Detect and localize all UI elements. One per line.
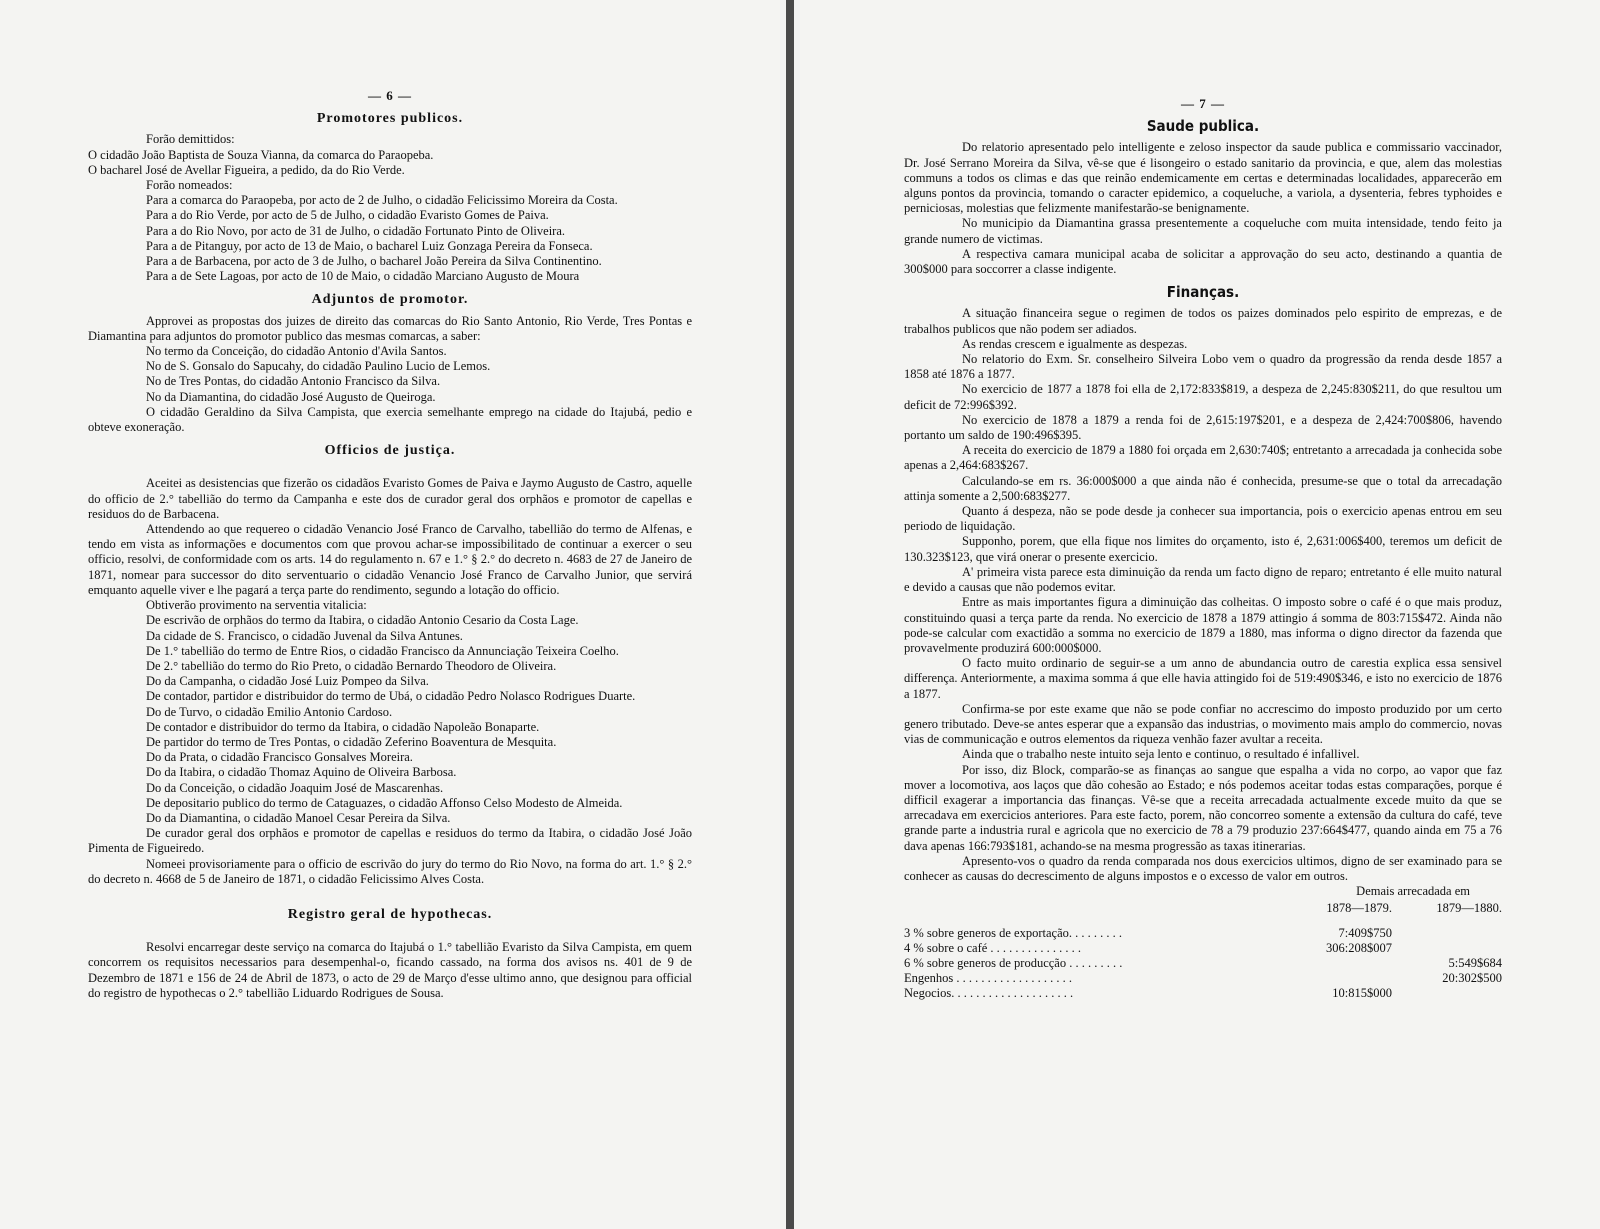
paragraph: No termo da Conceição, do cidadão Antonio d'Avila Santos. <box>146 344 447 359</box>
paragraph: De 1.° tabellião do termo de Entre Rios, o cidadão Francisco da Annunciação Teixeira Coelho. <box>146 643 619 658</box>
paragraph: Forão demittidos: <box>146 132 235 147</box>
paragraph: De 2.° tabellião do termo do Rio Preto, o cidadão Bernardo Theodoro de Oliveira. <box>146 658 557 673</box>
paragraph: No de S. Gonsalo do Sapucahy, do cidadão Paulino Lucio de Lemos. <box>146 359 491 374</box>
paragraph: Calculando-se em rs. 36:000$000 a que ainda não é conhecida, presume-se que o total da arrecadação attinja somente a 2,500:683$277. <box>904 473 1502 503</box>
paragraph: De curador geral dos orphãos e promotor de capellas e residuos do termo da Itabira, o cidadão José João Pimenta de Figueiredo. <box>88 826 692 856</box>
paragraph: Aceitei as desistencias que fizerão os cidadãos Evaristo Gomes de Paiva e Jaymo Augusto de Castro, aquelle do officio de 2.° tabellião do termo da Campanha e este dos de curador geral dos orphãos e promotor de capellas e residuos do de Barbacena. <box>88 476 692 521</box>
row-label: 3 % sobre generos de exportação. . . . . . . . . <box>904 926 1122 941</box>
paragraph: Do da Conceição, o cidadão Joaquim José de Mascarenhas. <box>146 780 444 795</box>
paragraph: Do da Itabira, o cidadão Thomaz Aquino de Oliveira Barbosa. <box>146 765 457 780</box>
paragraph: Approvei as propostas dos juizes de direito das comarcas do Rio Santo Antonio, Rio Verde, Tres Pontas e Diamantina para adjuntos do promotor publico das mesmas comarcas, a saber: <box>88 313 692 343</box>
paragraph: Da cidade de S. Francisco, o cidadão Juvenal da Silva Antunes. <box>146 628 463 643</box>
section-title-registro: Registro geral de hypothecas. <box>287 906 493 922</box>
table-row <box>904 956 1502 971</box>
paragraph: Apresento-vos o quadro da renda comparada nos dous exercicios ultimos, digno de ser examinado para se conhecer as causas do decrescimento de alguns impostos e o excesso de valor em outros. <box>904 853 1502 883</box>
paragraph: De partidor do termo de Tres Pontas, o cidadão Zeferino Boaventura de Mesquita. <box>146 734 557 749</box>
paragraph: Confirma-se por este exame que não se pode confiar no accrescimo do imposto produzido por um certo genero tributado. Deve-se antes esperar que a expansão das industrias, o movimento mais amplo do commercio, novas vias de communicação e outros elementos da riqueza venhão fazer avultar a receita. <box>904 701 1502 747</box>
paragraph: Para a de Pitanguy, por acto de 13 de Maio, o bacharel Luiz Gonzaga Pereira da Fonseca. <box>146 238 593 253</box>
paragraph: Por isso, diz Block, comparão-se as finanças ao sangue que espalha a vida no corpo, ao vapor que faz mover a locomotiva, aos laços que dão cohesão ao Estado; e nós podemos aceitar todas estas comparações, porque é difficil exagerar a importancia das finanças. Vê-se que a receita arrecadada actualmente excede muito da que se arrecadava em exercicios anteriores. Para este facto, porem, não concorreo somente a extensão da cultura do café, teve grande parte a industria rural e agricola que no exercicio de 78 a 79 produzio 237:664$477, quando ainda em 75 a 76 dava apenas 166:793$181, achando-se na mesma progressão as taxas itinerarias. <box>904 762 1502 853</box>
paragraph: Para a do Rio Novo, por acto de 31 de Julho, o cidadão Fortunato Pinto de Oliveira. <box>146 223 566 238</box>
row-value-1: 7:409$750 <box>1338 926 1392 941</box>
paragraph: Do da Diamantina, o cidadão Manoel Cesar Pereira da Silva. <box>146 810 451 825</box>
left-column <box>88 88 692 1001</box>
paragraph: O cidadão Geraldino da Silva Campista, que exercia semelhante emprego na cidade do Itajubá, pedio e obteve exoneração. <box>88 404 692 435</box>
row-label: Negocios. . . . . . . . . . . . . . . . . . . . <box>904 986 1074 1001</box>
right-column <box>904 96 1502 1001</box>
paragraph: As rendas crescem e igualmente as despezas. <box>962 336 1188 351</box>
row-label: Engenhos . . . . . . . . . . . . . . . . . . . <box>904 971 1073 986</box>
revenue-table <box>904 901 1502 1001</box>
paragraph: O cidadão João Baptista de Souza Vianna, da comarca do Paraopeba. <box>88 147 434 162</box>
paragraph: Ainda que o trabalho neste intuito seja lento e continuo, o resultado é infallivel. <box>962 747 1360 762</box>
paragraph: Entre as mais importantes figura a diminuição das colheitas. O imposto sobre o café é o que mais produz, constituindo quasi a terça parte da renda. No exercicio de 1878 a 1879 attingio á somma de 803:715$472. Ainda não pode-se calcular com exactidão a somma no exercicio de 1879 a 1880, mas informa o digno director da fazenda que provavelmente produzirá 600:000$000. <box>904 595 1502 655</box>
row-value-2 <box>1392 926 1502 941</box>
table-row <box>904 926 1502 941</box>
paragraph: De depositario publico do termo de Cataguazes, o cidadão Affonso Celso Modesto de Almeida. <box>146 795 623 810</box>
book-gutter <box>786 0 794 1229</box>
paragraph: No de Tres Pontas, do cidadão Antonio Francisco da Silva. <box>146 374 441 389</box>
paragraph: De escrivão de orphãos do termo da Itabira, o cidadão Antonio Cesario da Costa Lage. <box>146 613 579 628</box>
section-title-promotores: Promotores publicos. <box>316 111 464 127</box>
row-value-1: 306:208$007 <box>1326 941 1392 956</box>
row-value-1 <box>1282 971 1392 986</box>
paragraph: O bacharel José de Avellar Figueira, a pedido, da do Rio Verde. <box>88 162 405 177</box>
table-header: Demais arrecadada em <box>1356 884 1470 899</box>
paragraph: O facto muito ordinario de seguir-se a um anno de abundancia outro de carestia explica essa sensivel differença. Anteriormente, a maxima somma á que elle havia attingido foi de 519:490$346, e isto no exercicio de 1876 a 1877. <box>904 656 1502 701</box>
row-label: 6 % sobre generos de producção . . . . . . . . . <box>904 956 1123 971</box>
paragraph: De contador e distribuidor do termo da Itabira, o cidadão Napoleão Bonaparte. <box>146 719 540 734</box>
paragraph: Para a de Barbacena, por acto de 3 de Julho, o bacharel João Pereira da Silva Continentino. <box>146 254 602 269</box>
paragraph: A' primeira vista parece esta diminuição da renda um facto digno de reparo; entretanto é elle muito natural e devido a causas que não podemos evitar. <box>904 564 1502 595</box>
paragraph: Para a do Rio Verde, por acto de 5 de Julho, o cidadão Evaristo Gomes de Paiva. <box>146 208 549 223</box>
right-page <box>794 0 1600 1229</box>
section-title-saude: Saude publica. <box>1146 117 1260 136</box>
table-col-1879: 1879—1880. <box>1436 901 1502 916</box>
paragraph: Attendendo ao que requereo o cidadão Venancio José Franco de Carvalho, tabellião do termo de Alfenas, e tendo em vista as informações e documentos com que provou achar-se impossibilitado de continuar a exercer o seu officio, resolvi, de conformidade com os arts. 14 do regulamento n. 67 e 1.° § 2.° do decreto n. 4683 de 27 de Janeiro de 1871, nomear para successor do dito serventuario o cidadão Venancio José Franco de Carvalho Junior, que servirá emquanto aquelle viver e lhe pagará a terça parte do rendimento, segundo a lotação do officio. <box>88 522 692 597</box>
table-header-row <box>904 901 1502 916</box>
paragraph: Do de Turvo, o cidadão Emilio Antonio Cardoso. <box>146 704 393 719</box>
table-row <box>904 941 1502 956</box>
paragraph: Para a de Sete Lagoas, por acto de 10 de Maio, o cidadão Marciano Augusto de Moura <box>146 269 580 284</box>
paragraph: No municipio da Diamantina grassa presentemente a coqueluche com muita intensidade, tendo feito ja grande numero de victimas. <box>904 216 1502 246</box>
paragraph: Do da Prata, o cidadão Francisco Gonsalves Moreira. <box>146 750 413 765</box>
row-value-1: 10:815$000 <box>1332 986 1392 1001</box>
section-title-financas: Finanças. <box>1166 283 1240 302</box>
page-number-right: — 7 — <box>1181 96 1225 111</box>
paragraph: A situação financeira segue o regimen de todos os paizes dominados pelo espirito de emprezas, e de trabalhos publicos que não podem ser adiados. <box>904 306 1502 336</box>
paragraph: Quanto á despeza, não se pode desde ja conhecer sua importancia, pois o exercicio apenas entrou em seu periodo de liquidação. <box>904 504 1502 534</box>
paragraph: Forão nomeados: <box>146 178 233 193</box>
table-col-1878: 1878—1879. <box>1326 901 1392 916</box>
paragraph: No exercicio de 1878 a 1879 a renda foi de 2,615:197$201, e a despeza de 2,424:700$806, havendo portanto um saldo de 190:496$395. <box>904 412 1502 443</box>
paragraph: Nomeei provisoriamente para o officio de escrivão do jury do termo do Rio Novo, na forma do art. 1.° § 2.° do decreto n. 4668 de 5 de Janeiro de 1871, o cidadão Felicissimo Alves Costa. <box>88 856 692 886</box>
table-row <box>904 971 1502 986</box>
row-value-2 <box>1392 941 1502 956</box>
row-value-2: 20:302$500 <box>1442 971 1502 986</box>
row-value-1 <box>1282 956 1392 971</box>
section-title-adjuntos: Adjuntos de promotor. <box>311 292 469 308</box>
paragraph: Supponho, porem, que ella fique nos limites do orçamento, isto é, 2,631:006$400, teremos um deficit de 130.323$123, que virá onerar o presente exercicio. <box>904 534 1502 564</box>
row-label: 4 % sobre o café . . . . . . . . . . . . . . . <box>904 941 1082 956</box>
left-page <box>0 0 786 1229</box>
paragraph: Do relatorio apresentado pelo intelligente e zeloso inspector da saude publica e commissario vaccinador, Dr. José Serrano Moreira da Silva, vê-se que é lisongeiro o estado sanitario da provincia, e que, alem das molestias communs a todos os climas e das que reinão endemicamente em certas e determinadas localidades, apparecerão em alguns pontos da provincia, tomando o caracter epidemico, a coqueluche, a variola, a dysenteria, febres typhoides e perniciosas, molestias que felizmente manifestarão-se benignamente. <box>904 140 1502 216</box>
paragraph: Obtiverão provimento na serventia vitalicia: <box>146 598 367 613</box>
paragraph: Para a comarca do Paraopeba, por acto de 2 de Julho, o cidadão Felicissimo Moreira da Costa. <box>146 193 618 208</box>
paragraph: No da Diamantina, do cidadão José Augusto de Queiroga. <box>146 389 436 404</box>
page-number-left: — 6 — <box>368 88 412 103</box>
paragraph: No exercicio de 1877 a 1878 foi ella de 2,172:833$819, a despeza de 2,245:830$211, do que resultou um deficit de 72:996$392. <box>904 382 1502 412</box>
table-row <box>904 986 1502 1001</box>
paragraph: De contador, partidor e distribuidor do termo de Ubá, o cidadão Pedro Nolasco Rodrigues Duarte. <box>146 689 636 704</box>
paragraph: A respectiva camara municipal acaba de solicitar a approvação do seu acto, destinando a quantia de 300$000 para soccorrer a classe indigente. <box>904 246 1502 277</box>
row-value-2: 5:549$684 <box>1448 956 1502 971</box>
section-title-officios: Officios de justiça. <box>324 443 456 459</box>
paragraph: Resolvi encarregar deste serviço na comarca do Itajubá o 1.° tabellião Evaristo da Silva Campista, em quem concorrem os requisitos necessarios para desempenhal-o, ficando cassado, na forma dos avisos ns. 401 de 9 de Dezembro de 1871 e 156 de 24 de Abril de 1873, o acto de 29 de Março d'esse ultimo anno, que designou para official do registro de hypothecas o 2.° tabellião Liduardo Rodrigues de Sousa. <box>88 940 692 1000</box>
paragraph: Do da Campanha, o cidadão José Luiz Pompeo da Silva. <box>146 674 429 689</box>
paragraph: A receita do exercicio de 1879 a 1880 foi orçada em 2,630:740$; entretanto a arrecadada ja conhecida sobe apenas a 2,464:683$267. <box>904 443 1502 473</box>
row-value-2 <box>1392 986 1502 1001</box>
paragraph: No relatorio do Exm. Sr. conselheiro Silveira Lobo vem o quadro da progressão da renda desde 1857 a 1858 até 1876 a 1877. <box>904 352 1502 382</box>
